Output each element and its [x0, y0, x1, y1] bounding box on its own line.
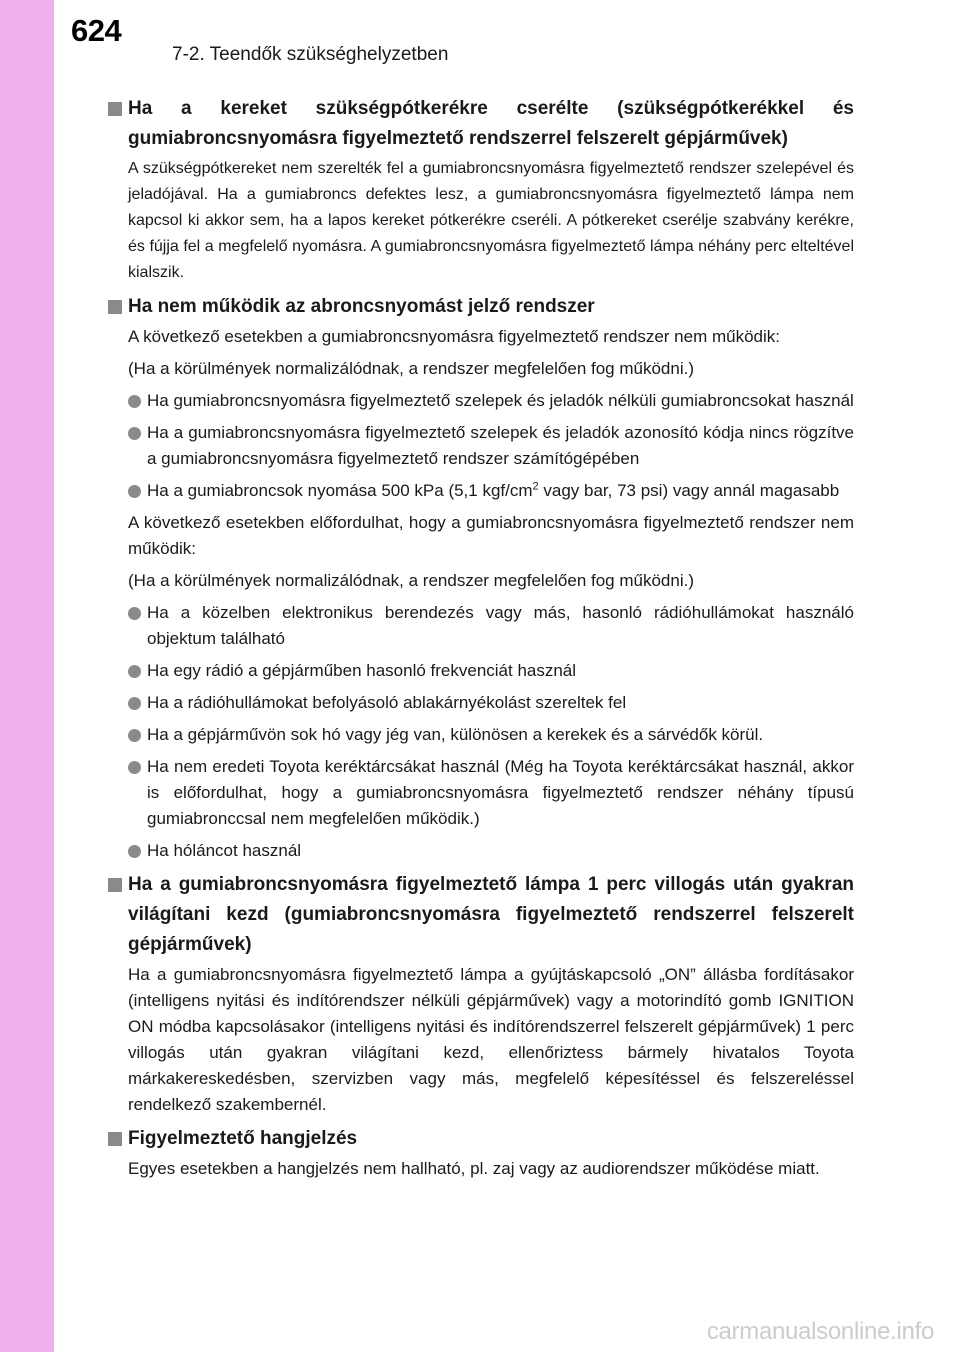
page-number: 624	[71, 13, 122, 48]
list-item	[128, 722, 854, 748]
round-bullet-icon	[128, 607, 141, 620]
list-item	[128, 478, 854, 504]
section-title: Figyelmeztető hangjelzés	[128, 1128, 358, 1149]
round-bullet-icon	[128, 697, 141, 710]
round-bullet-icon	[128, 427, 141, 440]
section-heading	[108, 1124, 854, 1154]
list-item	[128, 754, 854, 832]
list-item	[128, 690, 854, 716]
paragraph: A következő esetekben a gumiabroncsnyomásra figyelmeztető rendszer nem működik:	[128, 327, 780, 346]
list-item-text: Ha nem eredeti Toyota keréktárcsákat használ (Még ha Toyota keréktárcsákat használ, akkor is előfordulhat, hogy a gumiabroncsnyomásra figyelmeztető rendszer néhány típusú gumiabronccsal nem megfelelően működik.)	[147, 757, 854, 828]
list-item-text: Ha a közelben elektronikus berendezés vagy más, hasonló rádióhullámokat használó objektum található	[147, 603, 854, 648]
chapter-title: 7-2. Teendők szükséghelyzetben	[172, 44, 449, 65]
square-bullet-icon	[108, 1132, 122, 1146]
list-item-text: Ha hóláncot használ	[147, 841, 302, 860]
list-item-text: Ha a gépjárművön sok hó vagy jég van, különösen a kerekek és a sárvédők körül.	[147, 725, 764, 744]
watermark: carmanualsonline.info	[706, 1318, 934, 1345]
section-warning-light-flashing	[108, 870, 854, 1118]
paragraph-note: (Ha a körülmények normalizálódnak, a rendszer megfelelően fog működni.)	[128, 571, 695, 590]
list-item-text: Ha a rádióhullámokat befolyásoló ablakárnyékolást szereltek fel	[147, 693, 627, 712]
section-title: Ha nem működik az abroncsnyomást jelző rendszer	[128, 296, 595, 317]
section-spare-wheel	[108, 94, 854, 286]
list-item-text	[147, 478, 854, 504]
text-part: vagy bar, 73 psi) vagy annál magasabb	[538, 481, 840, 500]
list-item	[128, 388, 854, 414]
square-bullet-icon	[108, 300, 122, 314]
paragraph-note: (Ha a körülmények normalizálódnak, a rendszer megfelelően fog működni.)	[128, 359, 695, 378]
section-body: Egyes esetekben a hangjelzés nem hallható, pl. zaj vagy az audiorendszer működése miatt.	[128, 1159, 820, 1178]
side-color-band	[0, 0, 54, 1352]
list-item-text: Ha gumiabroncsnyomásra figyelmeztető szelepek és jeladók nélküli gumiabroncsokat használ	[147, 391, 854, 410]
list-item	[128, 838, 854, 864]
section-body: Ha a gumiabroncsnyomásra figyelmeztető lámpa a gyújtáskapcsoló „ON” állásba fordításakor (intelligens nyitási és indítórendszer nélküli gépjárművek) vagy a motorindító gomb IGNITION ON módba kapcsolásakor (intelligens nyitási és indítórendszerrel felszerelt gépjárművek) 1 perc villogás után gyakran világítani kezd, ellenőriztess bármely hivatalos Toyota márkakereskedésben, szervizben vagy más, megfelelő képesítéssel és felszereléssel rendelkező szakembernél.	[128, 965, 854, 1114]
section-title: Ha a kereket szükségpótkerékre cserélte (szükségpótkerékkel és gumiabroncsnyomásra figyelmeztető rendszerrel felszerelt gépjárművek)	[128, 98, 854, 149]
paragraph: A következő esetekben előfordulhat, hogy a gumiabroncsnyomásra figyelmeztető rendszer nem működik:	[128, 513, 854, 558]
list-item-text: Ha a gumiabroncsnyomásra figyelmeztető szelepek és jeladók azonosító kódja nincs rögzítve a gumiabroncsnyomásra figyelmeztető rendszer számítógépében	[147, 423, 854, 468]
round-bullet-icon	[128, 845, 141, 858]
text-part: Ha a gumiabroncsok nyomása 500 kPa (5,1 kgf/cm	[147, 481, 533, 500]
round-bullet-icon	[128, 395, 141, 408]
section-heading	[108, 870, 854, 960]
square-bullet-icon	[108, 102, 122, 116]
list-item-text: Ha egy rádió a gépjárműben hasonló frekvenciát használ	[147, 661, 577, 680]
page-content	[108, 88, 854, 1188]
superscript: 2	[532, 480, 539, 493]
list-item	[128, 420, 854, 472]
list-item	[128, 658, 854, 684]
section-heading	[108, 292, 854, 322]
list-item	[128, 600, 854, 652]
section-heading	[108, 94, 854, 154]
round-bullet-icon	[128, 665, 141, 678]
round-bullet-icon	[128, 761, 141, 774]
round-bullet-icon	[128, 729, 141, 742]
section-body: A szükségpótkereket nem szerelték fel a gumiabroncsnyomásra figyelmeztető rendszer szelepével és jeladójával. Ha a gumiabroncs defektes lesz, a gumiabroncsnyomásra figyelmeztető lámpa nem kapcsol ki akkor sem, ha a lapos kereket pótkerékre cseréli. A pótkereket cserélje szabvány kerékre, és fújja fel a megfelelő nyomásra. A gumiabroncsnyomásra figyelmeztető lámpa néhány perc elteltével kialszik.	[128, 160, 854, 281]
round-bullet-icon	[128, 485, 141, 498]
section-warning-buzzer	[108, 1124, 854, 1182]
square-bullet-icon	[108, 878, 122, 892]
section-system-not-working	[108, 292, 854, 864]
section-title: Ha a gumiabroncsnyomásra figyelmeztető lámpa 1 perc villogás után gyakran világítani kezd (gumiabroncsnyomásra figyelmeztető rendszerrel felszerelt gépjárművek)	[128, 874, 854, 955]
